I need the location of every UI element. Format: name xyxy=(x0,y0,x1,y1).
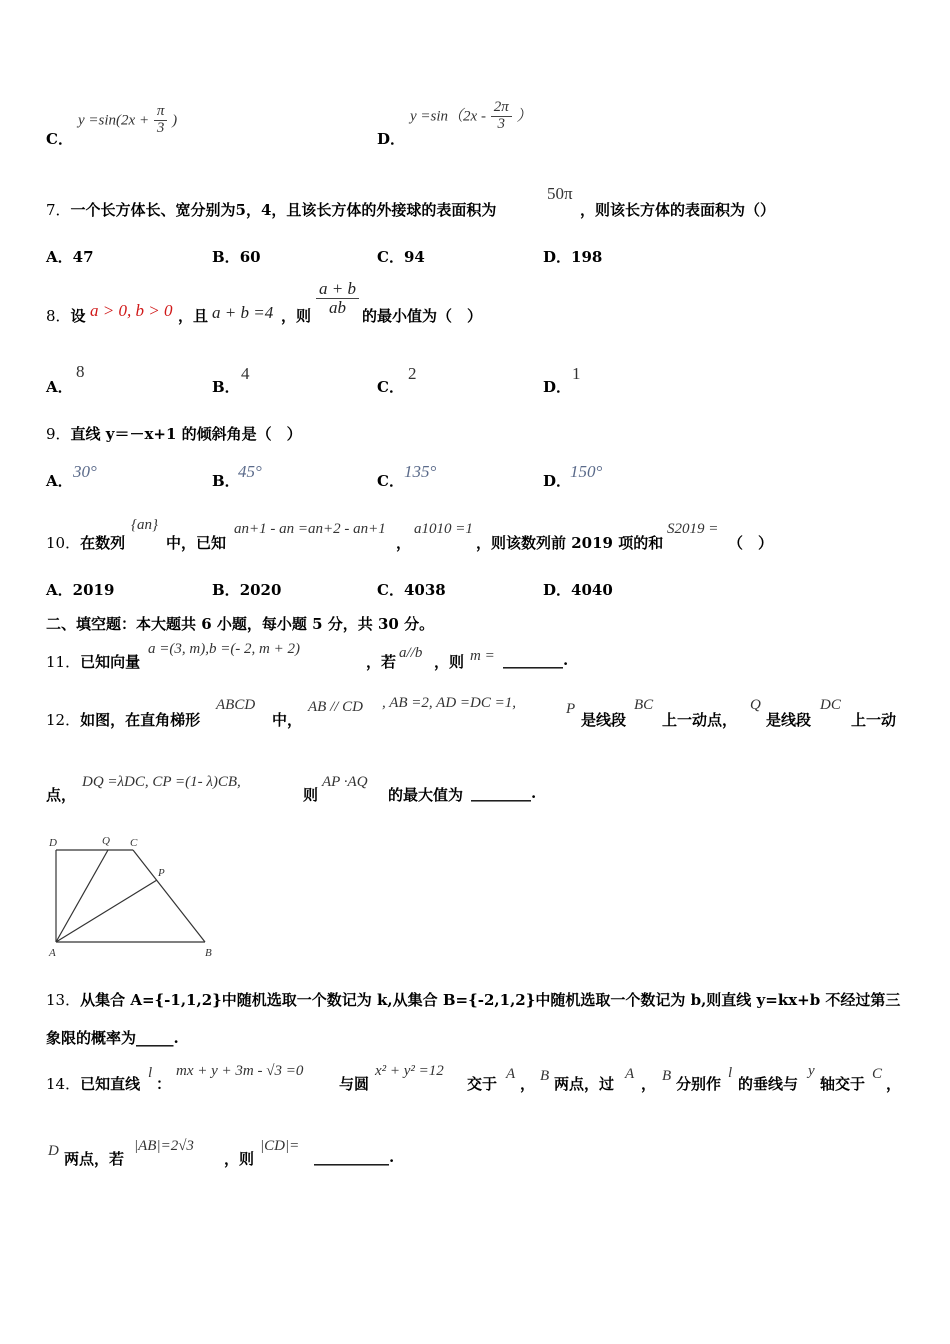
q8-stem xyxy=(46,305,86,326)
q9-option-d-value: 150° xyxy=(570,462,603,481)
q7-option-a: A．47 xyxy=(46,248,94,266)
q9-option-c-value: 135° xyxy=(404,462,437,481)
segment-aq xyxy=(56,850,108,942)
q14-c: C xyxy=(872,1066,883,1082)
q14-sep-2: ， xyxy=(641,1075,657,1093)
q14-blank: __________. xyxy=(314,1148,395,1166)
q12-trapezoid-figure xyxy=(40,830,225,962)
q10-init: a1010 =1 xyxy=(414,521,473,537)
q10-text-b: 中，已知 xyxy=(166,534,227,552)
q10-text-d: ，则该数列前 2019 项的和 xyxy=(476,534,664,552)
q13-text-2: 象限的概率为 xyxy=(46,1029,137,1047)
q12-text-f: 上一动 xyxy=(851,711,897,729)
q12-cond2: , AB =2, AD =DC =1, xyxy=(382,695,516,711)
q8-text-d: 的最小值为（ ） xyxy=(362,307,483,325)
q6-d-den: 3 xyxy=(497,115,505,132)
q12-text-h: 则 xyxy=(303,786,319,804)
q10-stem xyxy=(46,532,125,553)
q8-text-b: ，且 xyxy=(178,307,209,325)
q9-option-b-value: 45° xyxy=(238,462,262,481)
q9-option-a-label: A． xyxy=(46,472,73,490)
q8-option-b-value: 4 xyxy=(241,364,250,383)
q14-text-c: 与圆 xyxy=(339,1075,370,1093)
q14-stem xyxy=(46,1073,140,1094)
q14-sep-3: ， xyxy=(886,1075,902,1093)
q14-text-f: 分别作 xyxy=(676,1075,722,1093)
q10-option-a: A．2019 xyxy=(46,581,115,599)
q11-parallel: a//b xyxy=(399,645,423,661)
q12-text-e: 是线段 xyxy=(766,711,812,729)
q12-dot: AP ·AQ xyxy=(322,774,368,790)
q8-frac xyxy=(316,280,359,317)
q9-number: 9． xyxy=(46,425,71,443)
q14-y: y xyxy=(808,1063,815,1079)
q10-text-c: ， xyxy=(396,534,412,552)
q10-sum: S2019 = xyxy=(667,521,719,537)
q14-sep-1: ， xyxy=(520,1075,536,1093)
q14-text-g: 的垂线与 xyxy=(738,1075,799,1093)
q12-cond3: DQ =λDC, CP =(1- λ)CB, xyxy=(82,774,241,790)
q12-dc: DC xyxy=(820,697,841,713)
q12-text-b: 中， xyxy=(272,711,303,729)
q7-option-b: B．60 xyxy=(212,248,261,266)
q13-line-2 xyxy=(46,1027,179,1048)
q11-ask: m = xyxy=(470,648,495,664)
q8-option-b-label: B． xyxy=(212,378,240,396)
q8-option-a-label: A． xyxy=(46,378,73,396)
q11-text-a: 已知向量 xyxy=(80,653,141,671)
q8-number: 8． xyxy=(46,307,71,325)
q14-text-a: 已知直线 xyxy=(80,1075,141,1093)
q8-option-a-value: 8 xyxy=(76,362,85,381)
q10-text-a: 在数列 xyxy=(80,534,126,552)
q14-text-i: 两点，若 xyxy=(64,1150,125,1168)
q8-cond: a > 0, b > 0 xyxy=(90,301,173,320)
q9-text: 直线 y＝－x+1 的倾斜角是（ ） xyxy=(70,425,302,443)
q9-option-b-label: B． xyxy=(212,472,240,490)
q14-a: A xyxy=(506,1066,516,1082)
q12-text-d: 上一动点， xyxy=(662,711,738,729)
figure-label-p: P xyxy=(158,867,165,879)
q7-text-a: 一个长方体长、宽分别为5，4，且该长方体的外接球的表面积为 xyxy=(70,201,497,219)
q12-stem xyxy=(46,709,200,730)
q7-number: 7． xyxy=(46,201,71,219)
q11-number: 11． xyxy=(46,653,81,671)
q14-text-e: 两点，过 xyxy=(554,1075,615,1093)
section-2-title: 二、填空题：本大题共 6 小题，每小题 5 分，共 30 分。 xyxy=(46,615,435,633)
q13-blank: _____. xyxy=(136,1029,179,1047)
q12-blank: ________. xyxy=(471,784,537,802)
q12-cond1: AB // CD xyxy=(308,699,363,715)
q7-text-b: ，则该长方体的表面积为（） xyxy=(580,201,776,219)
q6-c-right: ) xyxy=(172,112,178,129)
q6-c-left: y =sin(2x + xyxy=(78,112,150,129)
q6-c-den: 3 xyxy=(156,119,165,136)
q14-ab: |AB|=2√3 xyxy=(134,1138,194,1154)
q10-recur: an+1 - an =an+2 - an+1 xyxy=(234,521,386,537)
q14-l: l xyxy=(148,1065,153,1081)
q6-option-d-expr xyxy=(410,100,532,133)
q8-frac-den: ab xyxy=(328,297,346,317)
q12-p: P xyxy=(566,701,576,717)
segment-ap xyxy=(56,880,157,942)
q7-stem xyxy=(46,199,496,220)
q8-frac-num: a + b xyxy=(316,280,359,299)
q14-b: B xyxy=(540,1068,550,1084)
q6-option-d-label: D． xyxy=(377,130,406,148)
q9-option-a-value: 30° xyxy=(73,462,97,481)
q13-line-1 xyxy=(46,989,900,1010)
q14-text-j: ，则 xyxy=(224,1150,255,1168)
q10-number: 10． xyxy=(46,534,81,552)
q13-text-1: 从集合 A={-1,1,2}中随机选取一个数记为 k,从集合 B={-2,1,2}中随机选取一个数记为 b,则直线 y=kx+b 不经过第三 xyxy=(80,991,901,1009)
q10-option-c: C．4038 xyxy=(377,581,446,599)
q8-option-d-value: 1 xyxy=(572,364,581,383)
q12-text-i: 的最大值为 xyxy=(388,786,464,804)
q12-text-a: 如图，在直角梯形 xyxy=(80,711,201,729)
segment-cb xyxy=(133,850,205,942)
q14-text-b: ： xyxy=(156,1075,172,1093)
figure-label-c: C xyxy=(130,837,138,849)
q8-text-a: 设 xyxy=(70,307,86,325)
q6-option-c xyxy=(46,128,73,149)
q9-stem xyxy=(46,423,302,444)
q8-option-d-label: D． xyxy=(543,378,572,396)
q11-blank: ________. xyxy=(503,651,569,669)
q14-line-eq: mx + y + 3m - √3 =0 xyxy=(176,1063,304,1079)
q12-number: 12． xyxy=(46,711,81,729)
q8-text-c: ，则 xyxy=(281,307,312,325)
q12-text-g: 点， xyxy=(46,786,77,804)
q14-text-d: 交于 xyxy=(467,1075,498,1093)
q14-a-2: A xyxy=(625,1066,635,1082)
q9-option-d-label: D． xyxy=(543,472,572,490)
q14-l-2: l xyxy=(728,1065,733,1081)
q6-d-left: y =sin（2x - xyxy=(410,108,486,125)
q9-option-c-label: C． xyxy=(377,472,404,490)
figure-label-d: D xyxy=(49,837,57,849)
q7-option-d: D．198 xyxy=(543,248,603,266)
q14-text-h: 轴交于 xyxy=(820,1075,866,1093)
q6-d-right: ） xyxy=(516,108,532,125)
q10-option-d: D．4040 xyxy=(543,581,613,599)
q14-cd: |CD|= xyxy=(260,1138,300,1154)
q10-text-e: （ ） xyxy=(728,534,774,552)
q10-option-b: B．2020 xyxy=(212,581,282,599)
q6-c-num: π xyxy=(154,104,168,121)
q7-option-c: C．94 xyxy=(377,248,425,266)
q12-text-c: 是线段 xyxy=(581,711,627,729)
q6-option-c-expr xyxy=(78,104,177,137)
q6-d-num: 2π xyxy=(491,100,512,117)
q8-eq: a + b =4 xyxy=(212,303,274,322)
q7-math: 50π xyxy=(547,184,573,203)
figure-label-a: A xyxy=(49,947,56,959)
q12-bc: BC xyxy=(634,697,654,713)
q14-circle-eq: x² + y² =12 xyxy=(375,1063,444,1079)
q8-option-c-label: C． xyxy=(377,378,404,396)
q6-option-d xyxy=(377,128,405,149)
q11-text-c: ，则 xyxy=(434,653,465,671)
q14-number: 14． xyxy=(46,1075,81,1093)
q13-number: 13． xyxy=(46,991,81,1009)
q6-option-c-label: C． xyxy=(46,130,73,148)
q14-b-2: B xyxy=(662,1068,672,1084)
q10-seq: {an} xyxy=(131,517,158,533)
q8-option-c-value: 2 xyxy=(408,364,417,383)
q11-text-b: ，若 xyxy=(366,653,397,671)
q11-vectors: a =(3, m),b =(- 2, m + 2) xyxy=(148,641,301,657)
q14-d: D xyxy=(48,1143,59,1159)
figure-label-q: Q xyxy=(102,835,110,847)
q12-shape: ABCD xyxy=(216,697,256,713)
q12-q: Q xyxy=(750,697,761,713)
figure-label-b: B xyxy=(205,947,212,959)
q11-stem xyxy=(46,651,140,672)
